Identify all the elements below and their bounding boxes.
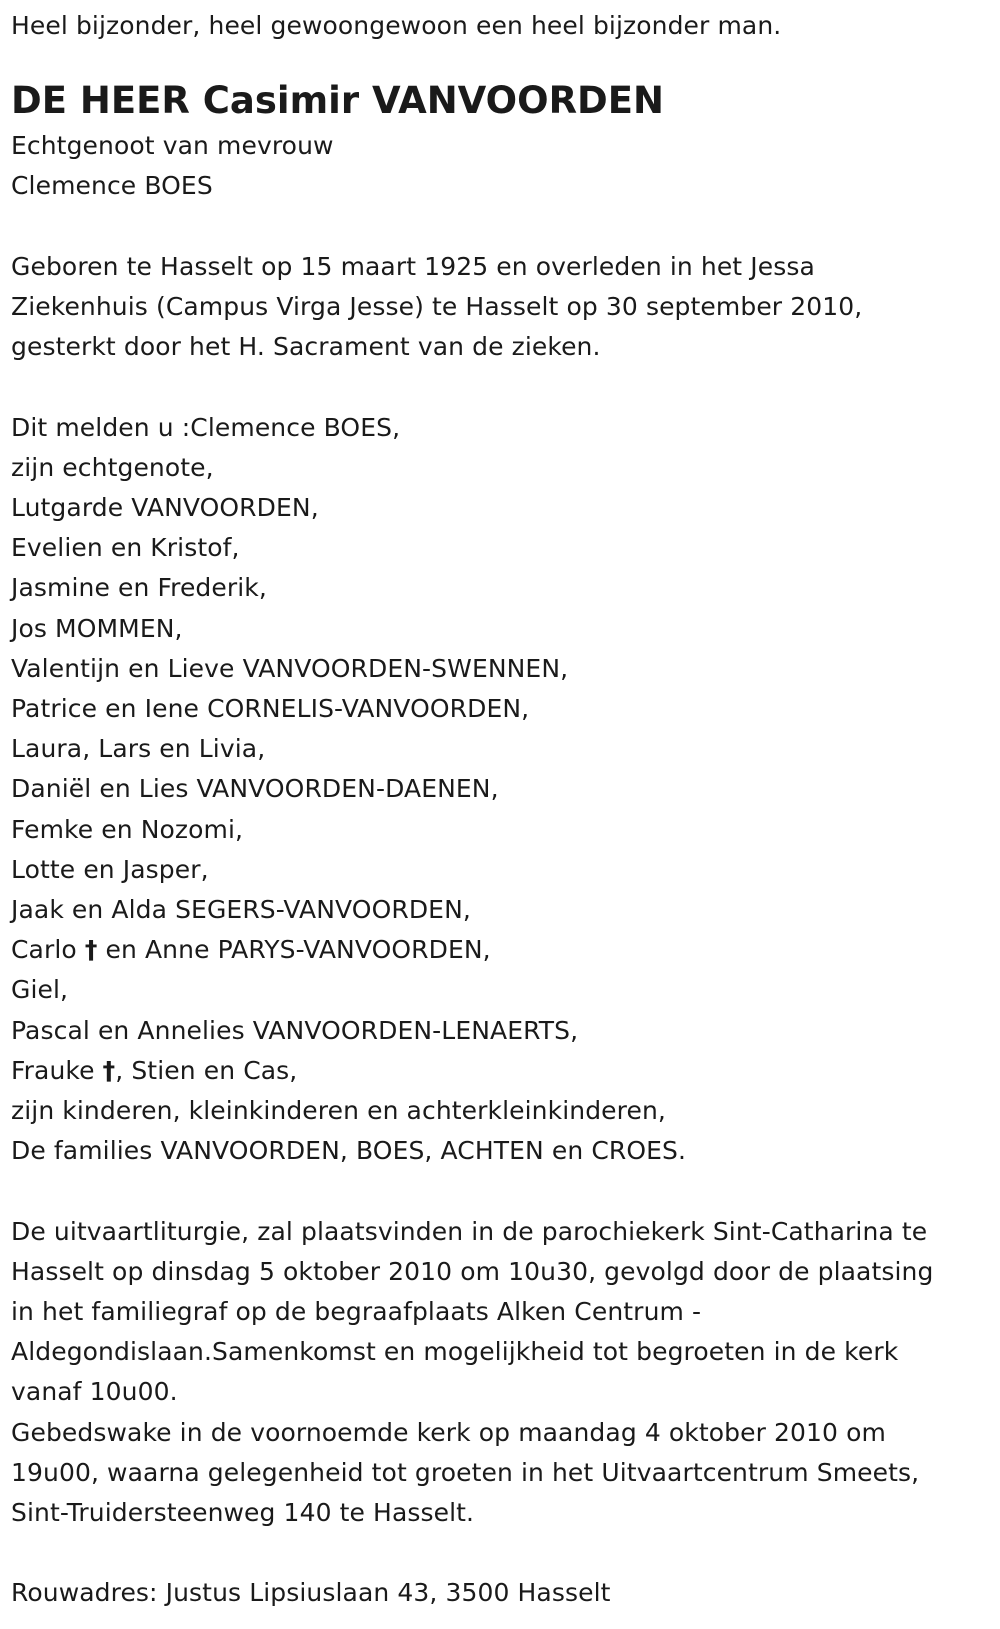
mourning-address: Rouwadres: Justus Lipsiuslaan 43, 3500 Hasselt xyxy=(11,1578,611,1608)
family-line: zijn kinderen, kleinkinderen en achterkleinkinderen, xyxy=(11,1096,666,1126)
funeral-line: Hasselt op dinsdag 5 oktober 2010 om 10u30, gevolgd door de plaatsing xyxy=(11,1256,934,1286)
funeral-line: Gebedswake in de voornoemde kerk op maandag 4 oktober 2010 om xyxy=(11,1417,886,1447)
family-line: Lutgarde VANVOORDEN, xyxy=(11,493,319,522)
family-block xyxy=(11,408,1000,1172)
spacer xyxy=(11,1533,1000,1573)
family-line: Evelien en Kristof, xyxy=(11,533,240,563)
deceased-name: DE HEER Casimir VANVOORDEN xyxy=(11,79,665,123)
funeral-line: Aldegondislaan.Samenkomst en mogelijkheid tot begroeten in de kerk xyxy=(11,1337,899,1367)
birth-death-line: Ziekenhuis (Campus Virga Jesse) te Hasselt op 30 september 2010, xyxy=(11,292,863,321)
funeral-line: Sint-Truidersteenweg 140 te Hasselt. xyxy=(11,1498,475,1528)
funeral-block xyxy=(11,1212,1000,1534)
funeral-line: 19u00, waarna gelegenheid tot groeten in het Uitvaartcentrum Smeets, xyxy=(11,1457,920,1487)
spouse-block xyxy=(11,126,1000,206)
family-line: Lotte en Jasper, xyxy=(11,854,209,884)
cross-icon: † xyxy=(84,935,98,965)
family-line: Laura, Lars en Livia, xyxy=(11,734,266,764)
family-line: De families VANVOORDEN, BOES, ACHTEN en CROES. xyxy=(11,1136,687,1166)
family-line: Jaak en Alda SEGERS-VANVOORDEN, xyxy=(11,895,471,925)
birth-death-line: Geboren te Hasselt op 15 maart 1925 en overleden in het Jessa xyxy=(11,251,815,281)
spacer xyxy=(11,207,1000,247)
carlo-name: Carlo xyxy=(11,935,85,965)
spacer xyxy=(11,1171,1000,1211)
family-line: Patrice en Iene CORNELIS-VANVOORDEN, xyxy=(11,694,530,724)
birth-death-line: gesterkt door het H. Sacrament van de zieken. xyxy=(11,332,601,362)
funeral-line: vanaf 10u00. xyxy=(11,1377,178,1407)
spouse-line: Echtgenoot van mevrouw xyxy=(11,131,334,161)
family-line-carlo xyxy=(11,930,1000,970)
intro-line: Heel bijzonder, heel gewoongewoon een heel bijzonder man. xyxy=(11,11,782,40)
birth-death-block xyxy=(11,247,1000,368)
family-line: Pascal en Annelies VANVOORDEN-LENAERTS, xyxy=(11,1015,579,1045)
family-line: Femke en Nozomi, xyxy=(11,814,244,844)
frauke-name: Frauke xyxy=(11,1055,103,1085)
family-line: Jos MOMMEN, xyxy=(11,613,183,643)
family-line-frauke xyxy=(11,1051,1000,1091)
spacer xyxy=(11,367,1000,407)
family-line: Dit melden u :Clemence BOES, xyxy=(11,412,401,442)
frauke-rest: , Stien en Cas, xyxy=(115,1055,298,1085)
carlo-rest: en Anne PARYS-VANVOORDEN, xyxy=(97,935,491,965)
funeral-line: in het familiegraf op de begraafplaats Alken Centrum - xyxy=(11,1297,702,1327)
funeral-line: De uitvaartliturgie, zal plaatsvinden in de parochiekerk Sint-Catharina te xyxy=(11,1216,928,1246)
cross-icon: † xyxy=(102,1055,116,1085)
family-line: Valentijn en Lieve VANVOORDEN-SWENNEN, xyxy=(11,653,569,683)
family-line: zijn echtgenote, xyxy=(11,452,214,482)
family-line: Giel, xyxy=(11,975,69,1005)
family-line: Daniël en Lies VANVOORDEN-DAENEN, xyxy=(11,774,499,804)
spouse-line: Clemence BOES xyxy=(11,171,213,201)
family-line: Jasmine en Frederik, xyxy=(11,573,267,603)
